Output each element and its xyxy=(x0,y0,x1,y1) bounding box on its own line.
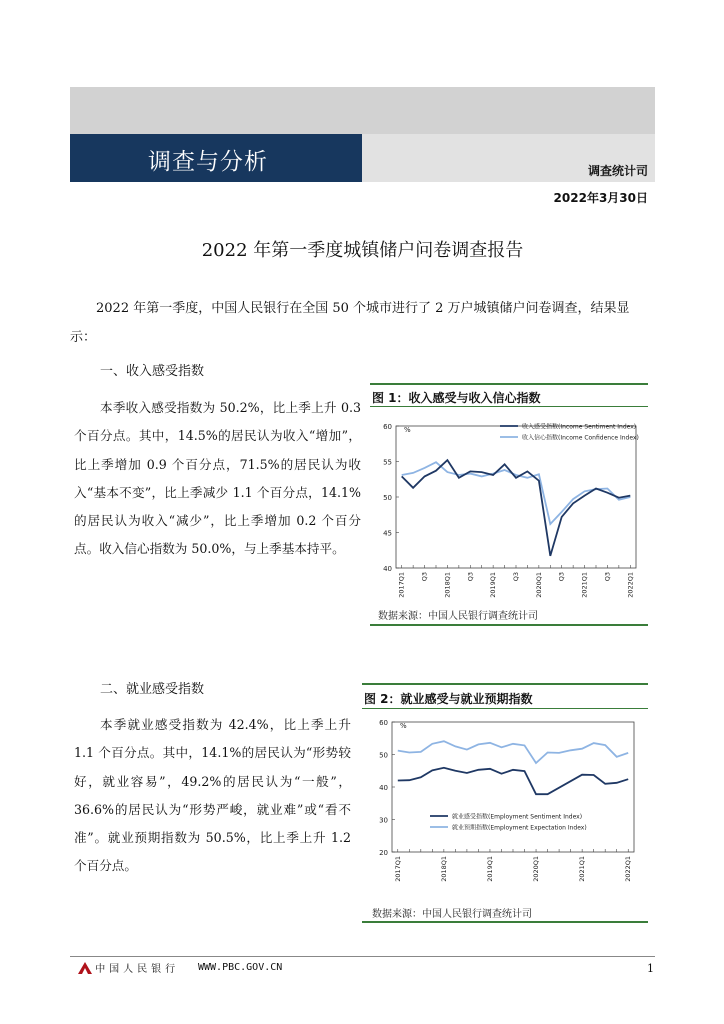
report-date: 2022年3月30日 xyxy=(553,191,648,205)
section-title: 调查与分析 xyxy=(148,149,268,175)
y-tick-label: 45 xyxy=(383,529,392,538)
x-tick-label: Q3 xyxy=(512,572,520,582)
x-tick-label: 2020Q1 xyxy=(534,572,543,598)
legend-label: 就业预期指数(Employment Expectation Index) xyxy=(452,824,587,832)
pboc-emblem-icon xyxy=(78,962,92,974)
y-tick-label: 50 xyxy=(383,494,392,502)
figure1-bottom-rule xyxy=(370,624,648,626)
page-number: 1 xyxy=(647,962,654,975)
figure2-chart xyxy=(364,712,648,902)
figure1-top-rule xyxy=(370,383,648,385)
y-tick-label: 50 xyxy=(379,751,388,760)
x-tick-label: 2019Q1 xyxy=(485,856,494,882)
figure2-top-rule xyxy=(362,683,648,685)
legend-label: 收入信心指数(Income Confidence Index) xyxy=(522,434,639,442)
x-tick-label: 2017Q1 xyxy=(397,572,406,598)
footer-rule xyxy=(70,956,655,957)
section-heading-income: 一、收入感受指数 xyxy=(100,364,205,379)
footer-logo-text: 中国人民银行 xyxy=(95,964,180,975)
x-tick-label: 2019Q1 xyxy=(489,572,498,598)
legend-label: 就业感受指数(Employment Sentiment Index) xyxy=(452,813,583,821)
x-tick-label: 2018Q1 xyxy=(443,572,452,598)
x-tick-label: Q3 xyxy=(557,572,566,582)
plot-frame xyxy=(396,426,636,568)
x-tick-label: 2022Q1 xyxy=(624,856,633,882)
figure1-caption: 图 1：收入感受与收入信心指数 xyxy=(372,391,541,405)
employment-paragraph: 本季就业感受指数为 42.4%，比上季上升 1.1 个百分点。其中，14.1%的居民认为“形势较好，就业容易”，49.2%的居民认为“一般”，36.6%的居民认为“形势严峻，就业难”或“看不准”。就业预期指数为 50.5%，比上季上升 1.2 个百分点。 xyxy=(74,717,351,874)
footer-logo xyxy=(78,960,179,975)
figure2-source: 数据来源：中国人民银行调查统计司 xyxy=(372,909,532,920)
section-heading-employment: 二、就业感受指数 xyxy=(100,682,205,697)
x-tick-label: 2020Q1 xyxy=(532,856,541,882)
x-tick-label: Q3 xyxy=(603,572,612,582)
department-label: 调查统计司 xyxy=(587,164,648,178)
header-gray-band xyxy=(70,87,655,134)
y-tick-label: 55 xyxy=(383,458,392,467)
document-title: 2022 年第一季度城镇储户问卷调查报告 xyxy=(201,240,524,261)
x-tick-label: 2021Q1 xyxy=(578,856,587,882)
income-paragraph: 本季收入感受指数为 50.2%，比上季上升 0.3 个百分点。其中，14.5%的居民认为收入“增加”，比上季增加 0.9 个百分点，71.5%的居民认为收入“基本不变”，比上季减少 1.1 个百分点，14.1%的居民认为收入“减少”，比上季增加 0.2 个百分点。收入信心指数为 50.0%，与上季基本持平。 xyxy=(74,400,361,557)
figure1-chart xyxy=(372,412,648,610)
x-tick-label: 2022Q1 xyxy=(626,572,635,598)
y-tick-label: 40 xyxy=(379,784,388,792)
y-tick-label: 60 xyxy=(383,423,392,431)
x-tick-label: Q3 xyxy=(466,572,475,582)
intro-paragraph: 2022 年第一季度，中国人民银行在全国 50 个城市进行了 2 万户城镇储户问卷调查，结果显示： xyxy=(70,301,630,345)
y-tick-label: 40 xyxy=(383,565,392,573)
series-line xyxy=(398,768,628,794)
figure2-caption-rule xyxy=(362,708,648,709)
series-line xyxy=(398,741,628,763)
y-tick-label: 20 xyxy=(379,849,388,857)
figure2-caption: 图 2：就业感受与就业预期指数 xyxy=(364,692,533,706)
footer-url[interactable]: WWW.PBC.GOV.CN xyxy=(198,962,283,973)
figure1-source: 数据来源：中国人民银行调查统计司 xyxy=(378,611,538,622)
figure1-caption-rule xyxy=(370,406,648,407)
y-tick-label: 30 xyxy=(379,816,388,825)
x-tick-label: Q3 xyxy=(420,572,429,582)
plot-frame xyxy=(392,722,634,852)
x-tick-label: 2017Q1 xyxy=(393,856,402,882)
y-tick-label: 60 xyxy=(379,719,388,727)
x-tick-label: 2018Q1 xyxy=(439,856,448,882)
figure2-bottom-rule xyxy=(362,921,648,923)
x-tick-label: 2021Q1 xyxy=(580,572,589,598)
legend-label: 收入感受指数(Income Sentiment Index) xyxy=(522,423,637,431)
y-axis-unit: % xyxy=(404,426,411,434)
y-axis-unit: % xyxy=(400,722,407,730)
